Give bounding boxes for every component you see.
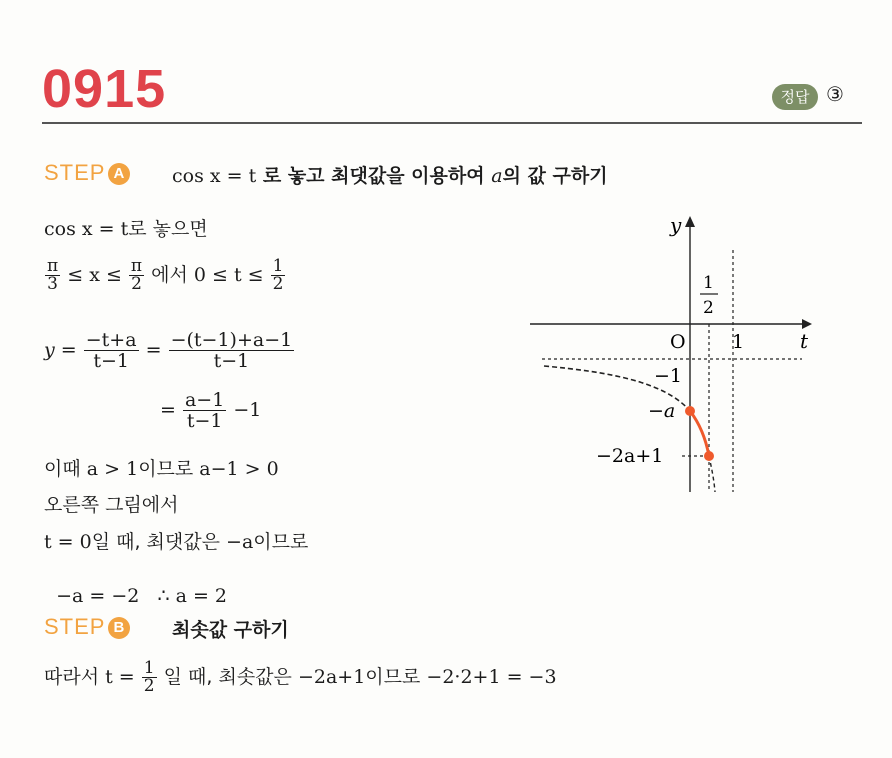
step-b-badge: B (108, 617, 130, 639)
neg-a-label: −a (648, 400, 676, 422)
problem-number: 0915 (42, 59, 167, 119)
max-point (685, 406, 695, 416)
neg-one-label: −1 (654, 365, 683, 387)
y-axis-arrow (685, 216, 695, 227)
solution-line-4: = $\frac{a-1}{t-1}$ −1 (160, 389, 262, 432)
half-num-label: 1 (703, 273, 714, 293)
step-a-label: STEP A (44, 160, 130, 186)
curve-dashed-right (709, 456, 715, 492)
half-den-label: 2 (703, 298, 714, 318)
answer-badge: 정답 (772, 84, 818, 110)
t-axis-label: t (800, 329, 809, 353)
min-point (704, 451, 714, 461)
origin-label: O (670, 331, 686, 353)
step-a-title: cos x = t 로 놓고 최댓값을 이용하여 a의 값 구하기 (172, 165, 608, 187)
solution-line-7: t = 0일 때, 최댓값은 −a이므로 (44, 531, 309, 553)
step-b-title: 최솟값 구하기 (172, 619, 289, 641)
header-divider (42, 122, 862, 124)
graph (520, 200, 820, 500)
step-b-label: STEP B (44, 614, 130, 640)
one-label: 1 (732, 331, 745, 353)
final-line: 따라서 t = $\frac{1}{2}$ 일 때, 최솟값은 −2a+1이므로 −2·2+1 = −3 (44, 658, 557, 696)
solution-line-2: $\frac{\pi}{3}$ ≤ x ≤ $\frac{\pi}{2}$ 에서 0 ≤ t ≤ $\frac{1}{2}$ (47, 256, 284, 294)
t-axis-arrow (802, 319, 812, 329)
solution-line-5: 이때 a > 1이므로 a−1 > 0 (44, 458, 279, 480)
curve-highlight (690, 411, 709, 456)
step-a-badge: A (108, 163, 130, 185)
solution-line-1: cos x = t로 놓으면 (44, 218, 208, 240)
solution-line-6: 오른쪽 그림에서 (44, 494, 179, 516)
solution-line-3: y = $\frac{-t+a}{t-1}$ = $\frac{-(t-1)+a-1}{t-1}$ (44, 329, 293, 372)
answer-value: ③ (826, 82, 844, 106)
neg-2a-plus-1-label: −2a+1 (596, 445, 664, 467)
solution-line-8: −a = −2 ∴ a = 2 (56, 585, 228, 607)
y-axis-label: y (670, 213, 682, 237)
